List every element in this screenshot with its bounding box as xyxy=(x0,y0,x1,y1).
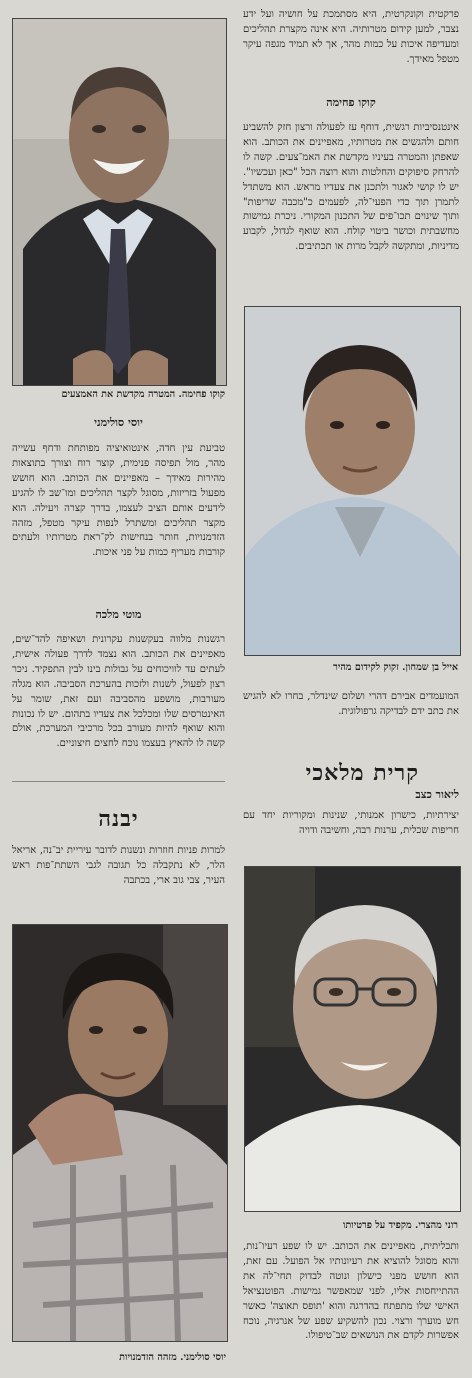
mayors-note: המועמדים אבירם דהרי ושלום שינדלר, בחרו לא להגיש את כתב ידם לבדיקה גרפולוגית. xyxy=(243,691,459,717)
kiryat-malachi-title: קרית מלאכי xyxy=(305,760,419,786)
yossi-photo xyxy=(12,924,228,1342)
mayors-note-section xyxy=(243,690,459,720)
kiryat-intro: יצירתיות, כישרון אמנותי, שנינות ומקוריות יחד עם חריפות שכלית, ערנות רבה, וחשיבה ודויה xyxy=(243,810,459,836)
yavne-section xyxy=(12,806,225,889)
yavne-paragraph: למרות פניות חוזרות ונשנות לדובר עיריית יב־נה, אריאל הלר, לא נתקבלה כל תגובה לגבי השתת־פות ראש העיר, צבי גוב ארי, בכתבה xyxy=(12,845,225,886)
koko-caption: קוקו פחימה. המטרה מקדשת את האמצעים xyxy=(61,389,225,400)
koko-section xyxy=(243,96,459,255)
kiryat-malachi-section xyxy=(243,760,459,839)
roni-section xyxy=(243,1240,459,1344)
moti-heading: מוטי מלכה xyxy=(95,608,142,621)
yossi-heading: יוסי סולימני xyxy=(94,416,143,429)
moti-section xyxy=(12,608,225,752)
yossi-caption: יוסי סולימני. מזהה הזדמנויות xyxy=(119,1352,226,1363)
intro-section xyxy=(243,8,459,68)
roni-photo xyxy=(244,866,461,1212)
intro-paragraph: פרקטית וקונקרטית, היא מסתמכת על חושיה ועל ידע נצבר, למען קידום מטרותיה. היא אינה מקצרת תהליכים ומעדיפה איכות על כמות מהר, אך לא תמיד מגפה עיקר מטפל מאידך. xyxy=(243,9,459,65)
koko-heading: קוקו פחימה xyxy=(326,96,376,109)
koko-photo xyxy=(12,18,227,386)
yossi-section xyxy=(12,416,225,561)
roni-caption: רוני מהצרי. מקפיד על פרטיותו xyxy=(342,1220,458,1231)
roni-paragraph: ותכליתית, מאפיינים את הכותב. יש לו שפע רעיו־נות, והוא מסוגל להוציא את רעיונותיו אל הפועל. עם זאת, הוא חושש מפני כישלון ונוטה לבדוק תחי־לה את ההתייחסות אליו, לפני שמאפשר גמישות. הפוטנציאל האישי שלו מתפתח בהדרגה והוא 'תופס תאוצה' כאשר חש מוערך ורצוי. נכון להשקיע שפע של אנרגיה, נוכח אפשרות לקדם את הנושאים שב־טיפולו. xyxy=(243,1241,459,1342)
yossi-paragraph: טביעת עין חדה, אינטואיציה מפותחת ודחף עשייה מהר, מול תפיסה פנימית, קוצר רוח וצורך בתוצאות מהירות מאידך – מאפיינים את הכותב. הוא חושש מפעול בזריזות, מסוגל לקצר תהליכים ומו־שב לו להגיע לידעים אותם הציב לעצמו, בדרך קצרה ויעילה. הוא מקצר תהליכים ומשתרל לנפות עיקר מטפל, מזהה הזדמנויות, חותר בנחישות לק־ראת מטרותיו ולעתים קורבות מעריף כמות על פני איכות. xyxy=(12,443,225,559)
kiryat-author: ליאור כצב xyxy=(415,788,459,801)
eyal-caption: אייל בן שמחון. זקוק לקידום מהיר xyxy=(333,662,458,673)
divider xyxy=(12,781,225,782)
eyal-photo xyxy=(244,306,461,656)
koko-paragraph: אינטנסיביות רגשית, דוחף עז לפעולה ורצון חזק להשביע חותם ולהגשים את מטרותיו, מאפיינים את הכותב. הוא שאפתן והמטרה בעיניו מקדשת את האמ־צעים. קשה לו להרחק סיפוקים והחלטות והוא רוצה הכל "כאן ועכשיו". יש לו קושי לאגור ולתכנן את צעדיו מראש. הוא משתדל לתמרן תוך כדי הפעי־לה, לפעמים כ"מכבה שריפות" ותוך שינוים תכו־פים של התכנון המקורי. ניכרת גמישות מחשבתית וכושר ביטוי קולח. הוא שואף לגדול, לקבוע מדיניות, ומתקשה לקבל מרות או תכתיבים. xyxy=(243,122,459,253)
moti-paragraph: רגשנות מלווה בעקשנות עקרונית ושאיפה להד־שים, מאפיינים את הכותב. הוא נצמד לדרך פעולה אישית, לעתים עד לוויכוחים על גבולות בינו לבין התפקיד. ניכר רצון לפעול, לשנות ולזכות בהערכת הסביבה. הוא מגלה מעורבות, מושפע מהסביבה ועם זאת, שומר על האינטרסים שלו ומכלכל את צעדיו בתהום. יש לו נכונות והוא שואף להיות מעורב בכל מרכיבי המערכת, אולם קשה לו להאיץ בעצמו נוכח לחצים חיצוניים. xyxy=(12,634,225,750)
yavne-city-title: יבנה xyxy=(98,806,139,832)
